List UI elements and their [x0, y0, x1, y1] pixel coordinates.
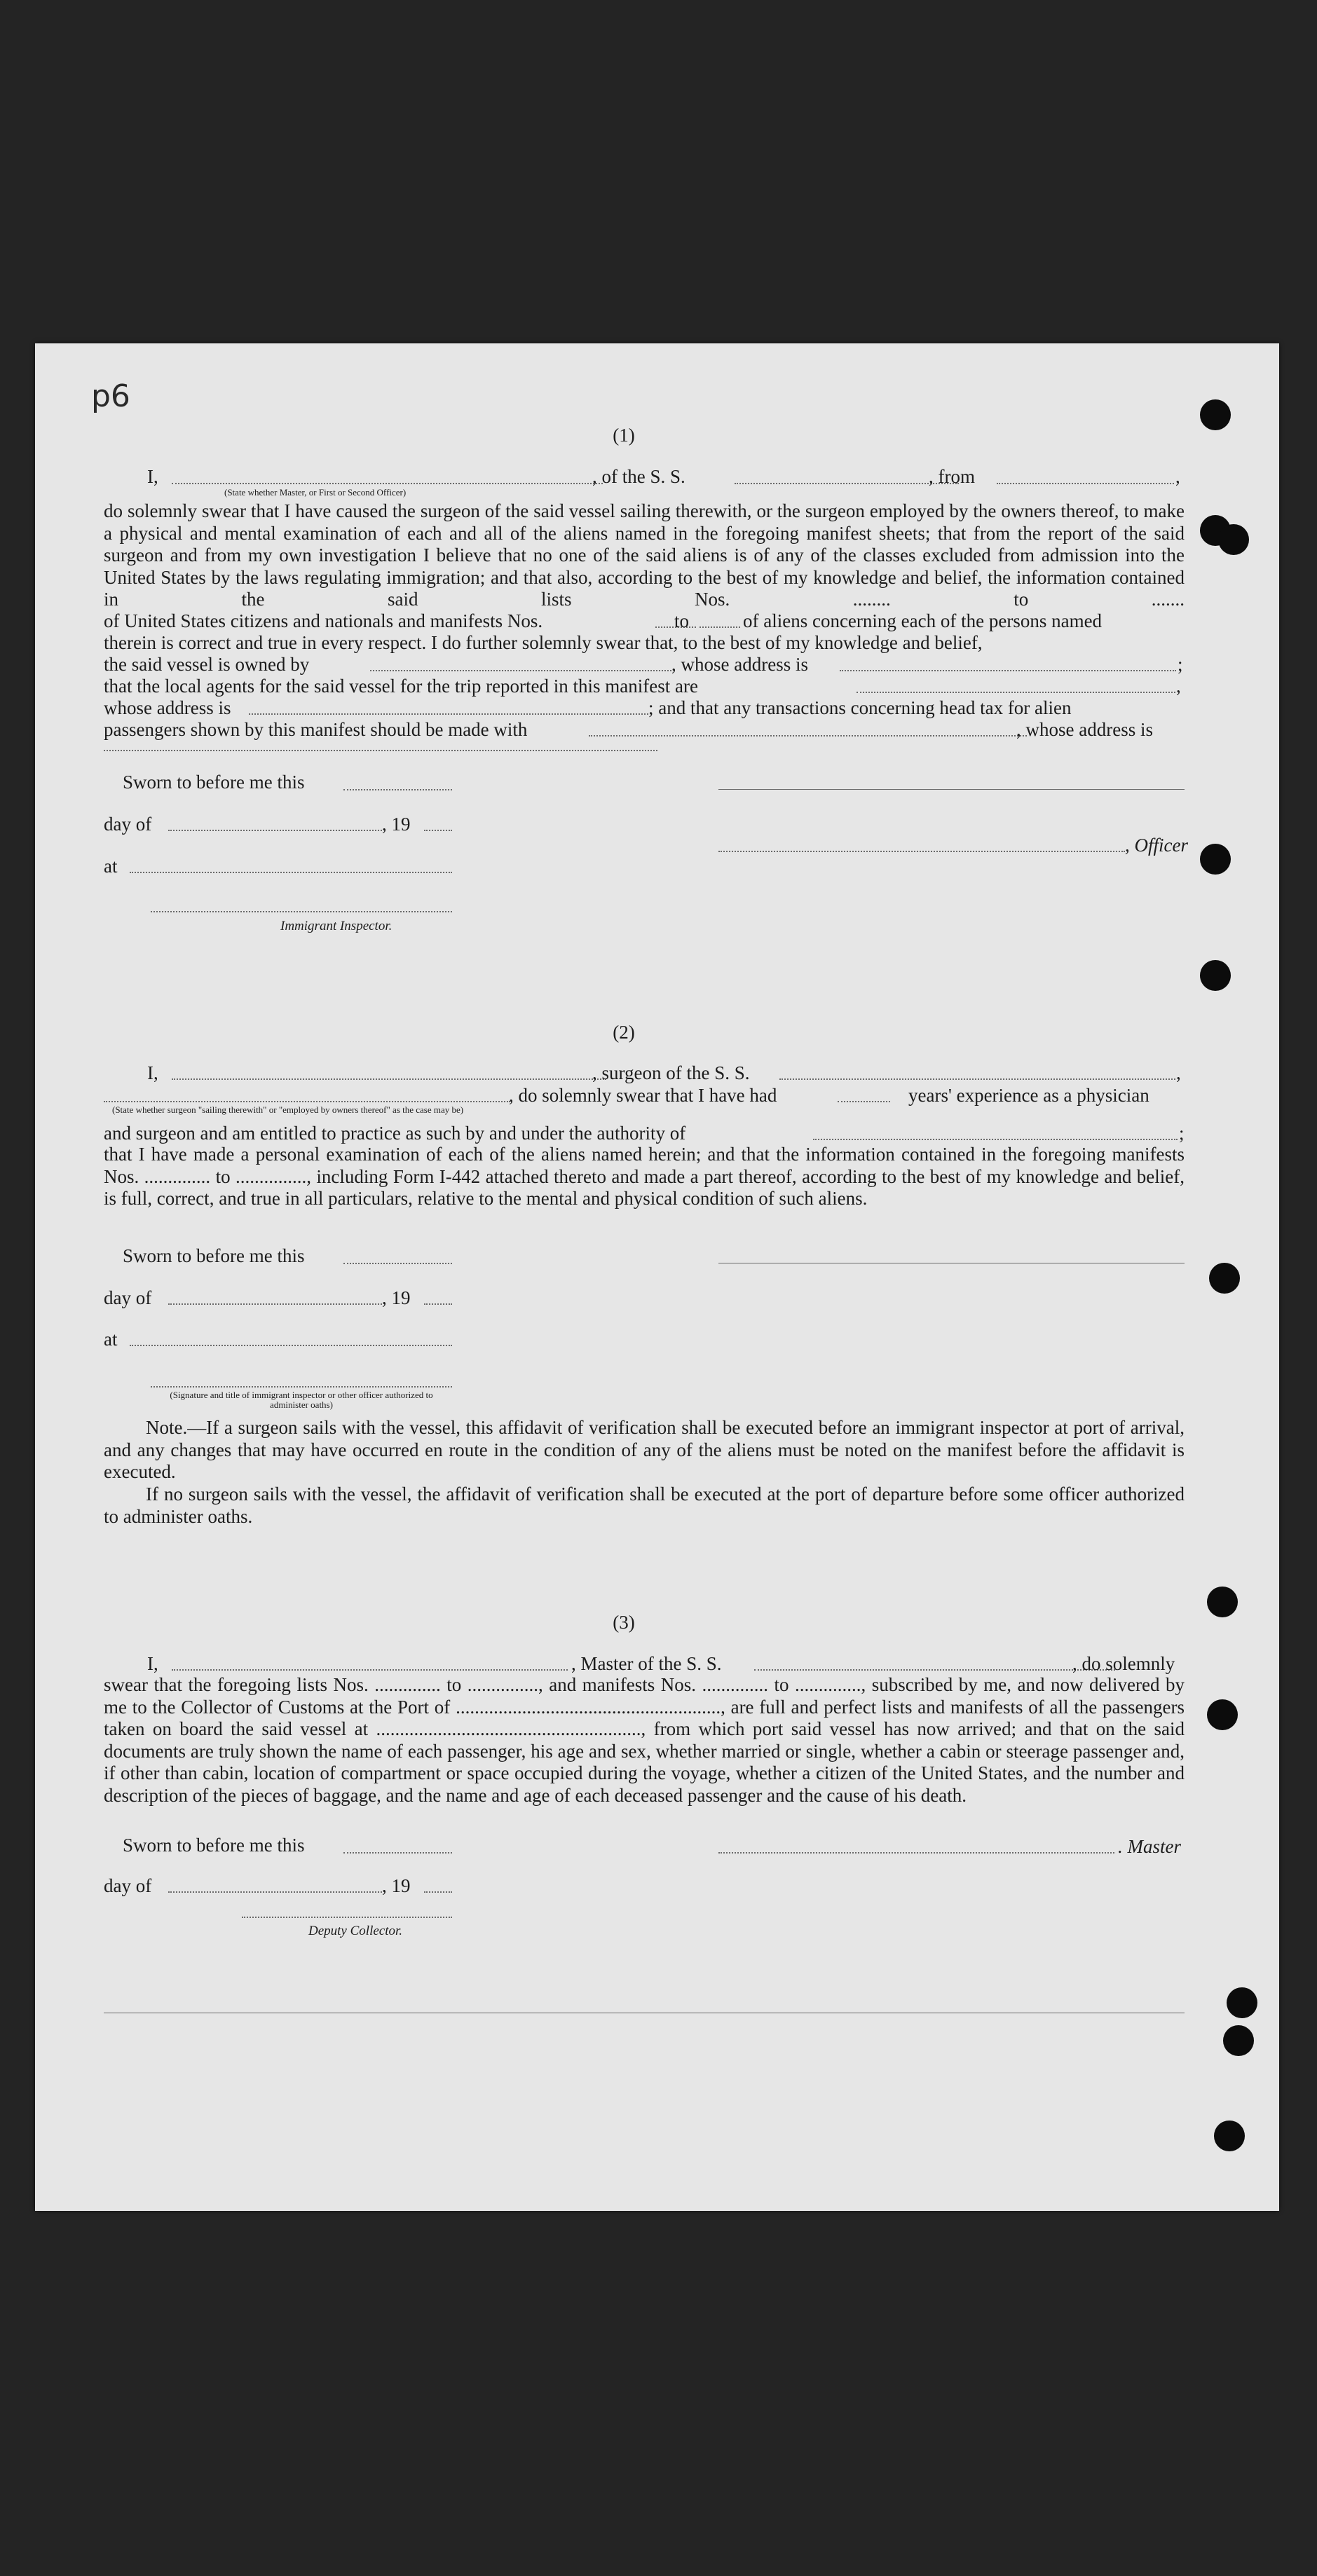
s2-year-field[interactable] — [424, 1303, 452, 1305]
punch-hole — [1200, 960, 1231, 991]
s3-master-signature-field[interactable] — [718, 1852, 1114, 1854]
s1-officer-signature-field[interactable] — [718, 851, 1125, 852]
s1-inspector-label: Immigrant Inspector. — [280, 919, 393, 933]
s2-sworn-label: Sworn to before me this — [123, 1245, 305, 1266]
s1-i-label: I, — [147, 466, 158, 487]
section-2-number: (2) — [613, 1022, 635, 1043]
s3-year-field[interactable] — [424, 1891, 452, 1893]
s1-owner-address-field[interactable] — [840, 670, 1176, 671]
s3-day-field[interactable] — [168, 1891, 382, 1893]
s1-caption: (State whether Master, or First or Second Officer) — [224, 487, 407, 498]
punch-hole — [1223, 2025, 1254, 2056]
s2-caption: (State whether surgeon "sailing therewith" or "employed by owners thereof" as the case may be) — [112, 1104, 464, 1115]
s1-of-ss-label: , of the S. S. — [592, 466, 685, 487]
s2-capacity-field[interactable] — [104, 1101, 510, 1102]
s1-at-field[interactable] — [130, 872, 452, 873]
s1-agents-address-field[interactable] — [249, 713, 648, 715]
s3-master-title: . Master — [1118, 1836, 1181, 1857]
s1-year-label: , 19 — [382, 814, 411, 835]
punch-hole — [1214, 2121, 1245, 2151]
s2-line3-1: and surgeon and am entitled to practice as such by and under the authority of — [104, 1123, 686, 1144]
s2-day-field[interactable] — [168, 1303, 382, 1305]
s2-at-field[interactable] — [130, 1345, 452, 1346]
punch-hole — [1207, 1699, 1238, 1730]
s1-line-e-2: ; and that any transactions concerning head tax for alien — [648, 697, 1072, 718]
s1-line-f-1: passengers shown by this manifest should be made with — [104, 719, 528, 740]
s1-line-d-1: that the local agents for the said vessel for the trip reported in this manifest are — [104, 676, 698, 697]
s1-officer-label: , Officer — [1125, 835, 1188, 856]
section-3-number: (3) — [613, 1612, 635, 1633]
s3-sworn-date-field[interactable] — [343, 1852, 452, 1854]
s1-line-a-3: of aliens concerning each of the persons named — [743, 610, 1103, 631]
form-page — [35, 343, 1279, 2211]
punch-hole — [1200, 844, 1231, 875]
s3-vessel-field[interactable] — [754, 1669, 1115, 1671]
s1-owner-field[interactable] — [370, 670, 671, 671]
s2-authority-field[interactable] — [813, 1139, 1178, 1140]
punch-hole — [1209, 1263, 1240, 1294]
punch-hole — [1227, 1987, 1257, 2018]
s2-surgeon-label: , surgeon of the S. S. — [592, 1062, 750, 1083]
punch-hole — [1218, 524, 1249, 555]
s1-line-c-1: the said vessel is owned by — [104, 654, 310, 675]
s1-line-d-2: , — [1176, 676, 1181, 697]
s1-line-a-2: to — [674, 610, 690, 631]
s2-at-label: at — [104, 1329, 118, 1350]
s1-officer-signature-line-1 — [718, 789, 1185, 790]
s2-swear-label: , do solemnly swear that I have had — [509, 1085, 777, 1106]
s2-signature-caption: (Signature and title of immigrant inspector or other officer authorized to administer oaths) — [170, 1390, 433, 1410]
s1-line-c-3: ; — [1178, 654, 1183, 675]
s3-sworn-label: Sworn to before me this — [123, 1835, 305, 1856]
s3-collector-label: Deputy Collector. — [308, 1924, 403, 1938]
s1-line-a-1: of United States citizens and nationals and manifests Nos. — [104, 610, 543, 631]
s2-inspector-signature-field[interactable] — [151, 1386, 452, 1388]
s1-officer-name-field[interactable] — [172, 483, 603, 484]
s1-paragraph: do solemnly swear that I have caused the surgeon of the said vessel sailing therewith, or the surgeon employed by the owners thereof, to make a physical and mental examination of each and all of the aliens named in the foregoing manifest sheets; that from the report of the said surgeon and from my own investigation I believe that no one of the said aliens is of any of the classes excluded from admission into the United States by the laws regulating immigration; and that also, according to the best of my knowledge and belief, the information contained in the said lists Nos. ........ to ....... — [104, 500, 1185, 610]
s1-agents-field[interactable] — [857, 692, 1175, 693]
s3-year-label: , 19 — [382, 1875, 411, 1896]
s1-line-f-2: , whose address is — [1016, 719, 1153, 740]
s2-note-2: If no surgeon sails with the vessel, the affidavit of verification shall be executed at the port of departure before some officer authorized to administer oaths. — [104, 1484, 1185, 1527]
s2-sworn-date-field[interactable] — [343, 1263, 452, 1264]
s3-i-label: I, — [147, 1653, 158, 1674]
handwritten-mark: p6 — [91, 378, 130, 414]
s3-master-name-field[interactable] — [172, 1669, 568, 1671]
s1-sworn-label: Sworn to before me this — [123, 772, 305, 793]
s2-years-field[interactable] — [838, 1101, 890, 1102]
s2-line3-2: ; — [1179, 1123, 1185, 1144]
punch-hole — [1207, 1587, 1238, 1617]
s2-years-label: years' experience as a physician — [908, 1085, 1149, 1106]
s3-day-label: day of — [104, 1875, 152, 1896]
s1-day-label: day of — [104, 814, 152, 835]
s2-paragraph: that I have made a personal examination of each of the aliens named herein; and that the information contained in the foregoing manifests Nos. .............. to ..............., including Form I-442 attached thereto and made a part thereof, according to the best of my knowledge and belief, is full, correct, and true in all particulars, relative to the mental and physical condition of such aliens. — [104, 1144, 1185, 1209]
s1-day-field[interactable] — [168, 830, 382, 831]
s2-comma: , — [1176, 1062, 1181, 1083]
punch-hole — [1200, 399, 1231, 430]
s1-at-label: at — [104, 856, 118, 877]
s3-collector-signature-field[interactable] — [242, 1917, 452, 1918]
s1-vessel-field[interactable] — [735, 483, 959, 484]
s1-line-e-1: whose address is — [104, 697, 231, 718]
s3-end-label: , do solemnly — [1072, 1653, 1175, 1674]
s1-sworn-date-field[interactable] — [343, 789, 452, 790]
s1-from-label: , from — [929, 466, 975, 487]
s2-year-label: , 19 — [382, 1287, 411, 1308]
s1-manifest-to-field[interactable] — [700, 626, 740, 628]
s1-from-field[interactable] — [997, 483, 1174, 484]
s1-headtax-address-field[interactable] — [104, 750, 657, 751]
s2-i-label: I, — [147, 1062, 158, 1083]
s1-headtax-field[interactable] — [589, 735, 1027, 737]
s1-inspector-signature-field[interactable] — [151, 911, 452, 912]
s1-year-field[interactable] — [424, 830, 452, 831]
s2-vessel-field[interactable] — [779, 1078, 1175, 1080]
s1-comma: , — [1175, 466, 1180, 487]
s3-paragraph: swear that the foregoing lists Nos. .............. to ..............., and manifests Nos. .............. to .............., subscribed by me, and now delivered by me to the Collector of Customs at the Port of ........................................................, are full and perfect lists and manifests of all the passengers taken on board the said vessel at ........................................................, from which port said vessel has now arrived; and that on the said documents are truly shown the name of each passenger, his age and sex, whether married or single, whether a cabin or steerage passenger and, if other than cabin, location of compartment or space occupied during the voyage, whether a citizen of the United States, and the number and description of the pieces of baggage, and the name and age of each deceased passenger and the cause of his death. — [104, 1674, 1185, 1806]
s2-note: Note.—If a surgeon sails with the vessel, this affidavit of verification shall be executed before an immigrant inspector at port of arrival, and any changes that may have occurred en route in the condition of any of the aliens must be noted on the manifest before the affidavit is executed. — [104, 1417, 1185, 1482]
section-1-number: (1) — [613, 425, 635, 446]
s1-line-c-2: , whose address is — [671, 654, 808, 675]
s2-day-label: day of — [104, 1287, 152, 1308]
s2-surgeon-name-field[interactable] — [172, 1078, 606, 1080]
s3-master-label: , Master of the S. S. — [571, 1653, 722, 1674]
s1-line-b: therein is correct and true in every respect. I do further solemnly swear that, to the best of my knowledge and belief, — [104, 632, 983, 653]
